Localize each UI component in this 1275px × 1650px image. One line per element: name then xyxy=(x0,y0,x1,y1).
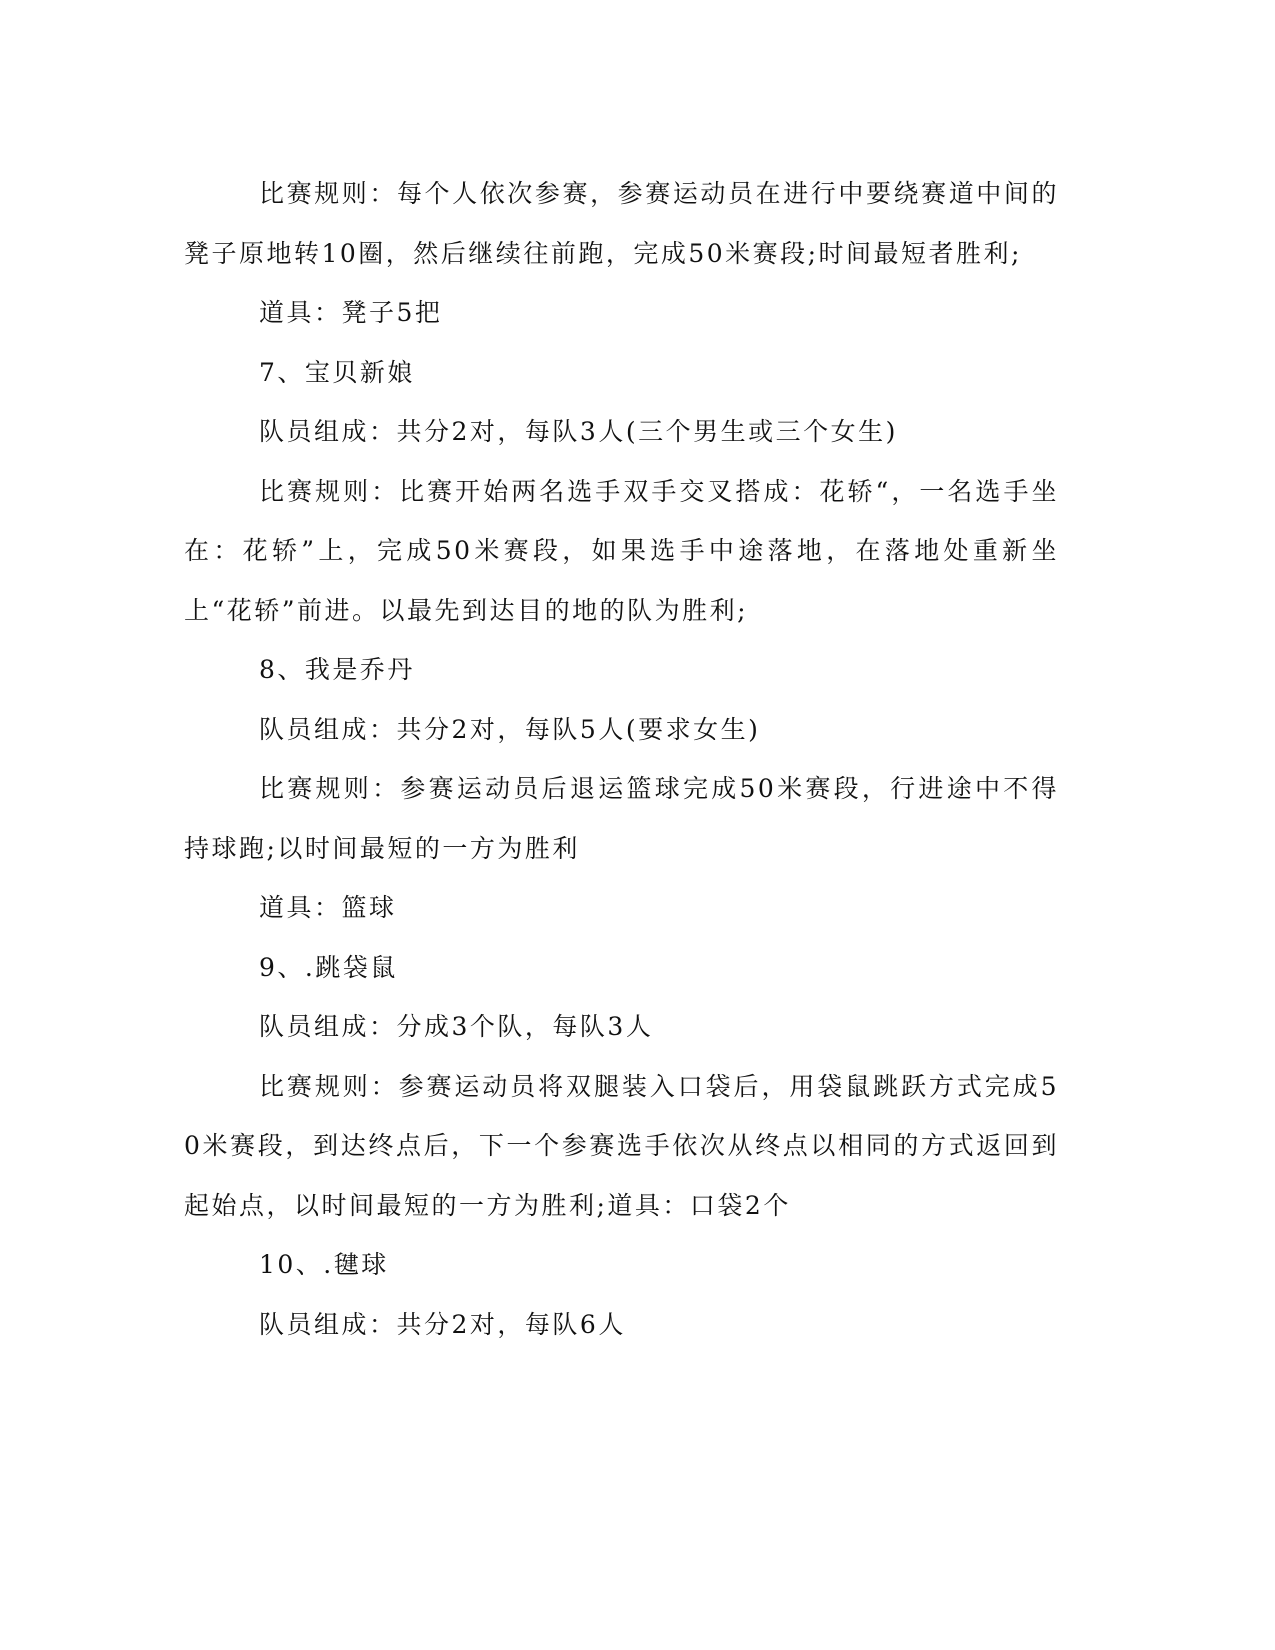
team-paragraph: 队员组成：共分2对，每队6人 xyxy=(259,1309,626,1339)
props-paragraph: 道具：凳子5把 xyxy=(259,298,443,327)
rule-paragraph: 比赛规则：每个人依次参赛，参赛运动员在进行中要绕赛道中间的凳子原地转10圈，然后继续往前跑，完成50米赛段;时间最短者胜利; xyxy=(184,179,1059,268)
rule-paragraph: 比赛规则：比赛开始两名选手双手交叉搭成：花轿“，一名选手坐在：花轿”上，完成50米赛段，如果选手中途落地，在落地处重新坐上“花轿”前进。以最先到达目的地的队为胜利; xyxy=(184,476,1059,625)
section-heading-9: 9、.跳袋鼠 xyxy=(259,952,398,982)
team-paragraph: 队员组成：分成3个队，每队3人 xyxy=(259,1012,654,1041)
rule-paragraph: 比赛规则：参赛运动员后退运篮球完成50米赛段，行进途中不得持球跑;以时间最短的一方为胜利 xyxy=(184,774,1059,863)
props-paragraph: 道具：篮球 xyxy=(259,893,397,922)
section-heading-7: 7、宝贝新娘 xyxy=(259,357,415,387)
team-paragraph: 队员组成：共分2对，每队3人(三个男生或三个女生) xyxy=(259,417,898,446)
team-paragraph: 队员组成：共分2对，每队5人(要求女生) xyxy=(259,714,761,744)
section-heading-10: 10、.毽球 xyxy=(259,1250,389,1279)
document-body xyxy=(184,164,1059,1354)
section-heading-8: 8、我是乔丹 xyxy=(259,655,415,684)
rule-paragraph: 比赛规则：参赛运动员将双腿装入口袋后，用袋鼠跳跃方式完成50米赛段，到达终点后，下一个参赛选手依次从终点以相同的方式返回到起始点，以时间最短的一方为胜利;道具：口袋2个 xyxy=(184,1071,1059,1220)
